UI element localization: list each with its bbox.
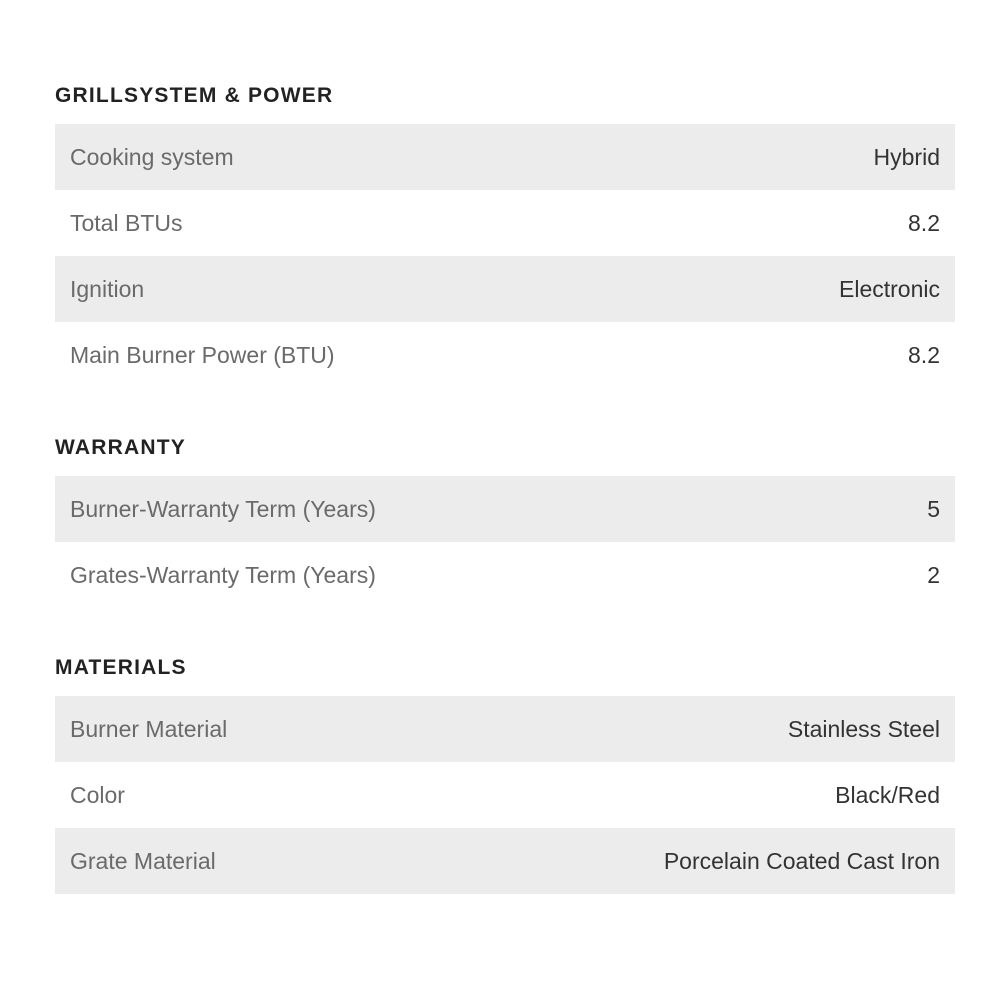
spec-label: Total BTUs [70,209,183,236]
spec-table [55,476,955,608]
spec-label: Burner Material [70,715,228,742]
spec-row-burner-material [55,696,955,762]
spec-section-materials [55,654,955,894]
spec-label: Cooking system [70,143,234,170]
spec-row-grates-warranty [55,542,955,608]
spec-row-main-burner-power [55,322,955,388]
spec-value: Black/Red [835,781,940,808]
spec-table [55,696,955,894]
spec-value: Electronic [839,275,940,302]
spec-row-burner-warranty [55,476,955,542]
spec-label: Color [70,781,125,808]
spec-value: Stainless Steel [787,715,940,742]
spec-value: 5 [927,495,940,522]
spec-row-ignition [55,256,955,322]
spec-label: Burner-Warranty Term (Years) [70,495,376,522]
spec-value: 2 [927,561,940,588]
spec-row-total-btus [55,190,955,256]
spec-value: 8.2 [908,341,940,368]
section-title: WARRANTY [55,436,186,459]
spec-value: Hybrid [873,143,940,170]
section-title: MATERIALS [55,656,187,679]
spec-row-color [55,762,955,828]
spec-value: 8.2 [908,209,940,236]
spec-row-grate-material [55,828,955,894]
spec-label: Ignition [70,275,145,302]
spec-section-grillsystem-power [55,82,955,388]
spec-section-warranty [55,434,955,608]
section-title: GRILLSYSTEM & POWER [55,84,334,107]
spec-label: Grates-Warranty Term (Years) [70,561,376,588]
spec-label: Main Burner Power (BTU) [70,341,335,368]
spec-label: Grate Material [70,847,216,874]
spec-row-cooking-system [55,124,955,190]
spec-value: Porcelain Coated Cast Iron [663,847,940,874]
spec-table [55,124,955,388]
